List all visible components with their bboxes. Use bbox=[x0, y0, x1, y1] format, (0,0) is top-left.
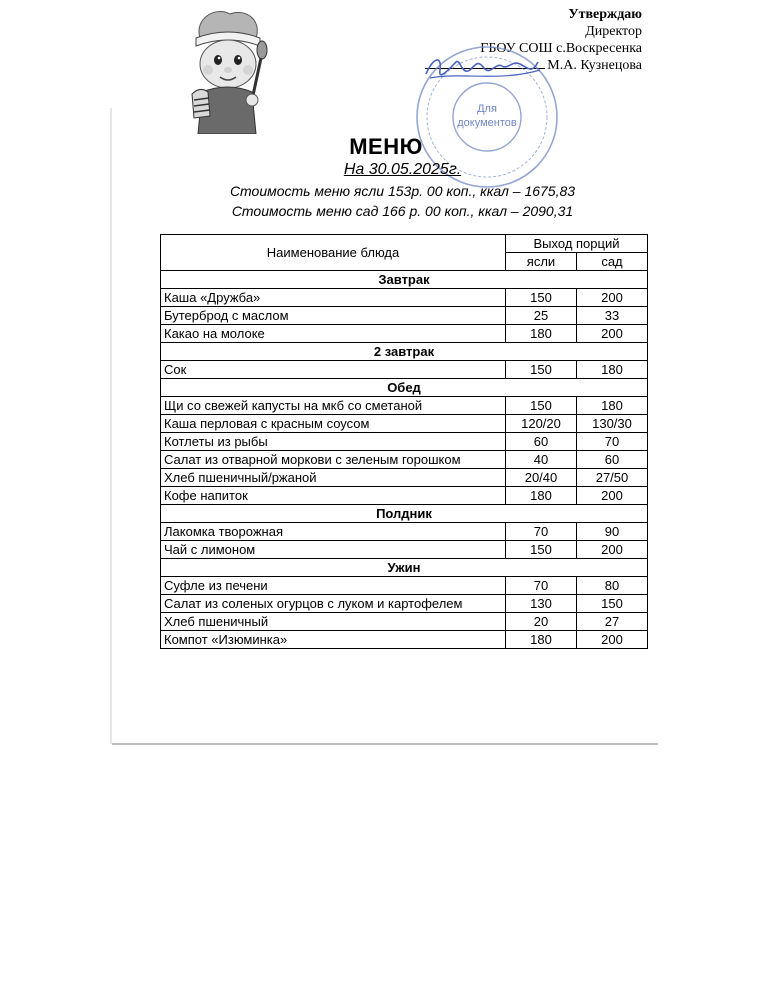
nursery-portion: 20 bbox=[506, 613, 577, 631]
garden-portion: 60 bbox=[577, 451, 648, 469]
section-title: Обед bbox=[161, 379, 648, 397]
garden-portion: 33 bbox=[577, 307, 648, 325]
approval-position: Директор bbox=[585, 24, 642, 39]
table-row bbox=[161, 289, 648, 307]
approval-director: М.А. Кузнецова bbox=[547, 58, 642, 73]
page-title: МЕНЮ bbox=[349, 134, 423, 159]
section-title: Полдник bbox=[161, 505, 648, 523]
table-row bbox=[161, 415, 648, 433]
table-row bbox=[161, 595, 648, 613]
table-row bbox=[161, 541, 648, 559]
dish-name: Котлеты из рыбы bbox=[161, 433, 506, 451]
nursery-portion: 70 bbox=[506, 523, 577, 541]
nursery-portion: 150 bbox=[506, 289, 577, 307]
table-row bbox=[161, 613, 648, 631]
dish-name: Какао на молоке bbox=[161, 325, 506, 343]
table-row bbox=[161, 631, 648, 649]
dish-name: Компот «Изюминка» bbox=[161, 631, 506, 649]
chef-mascot-icon bbox=[186, 8, 268, 134]
nursery-portion: 25 bbox=[506, 307, 577, 325]
table-row bbox=[161, 469, 648, 487]
page-bottom-edge bbox=[112, 743, 658, 745]
section-title: Завтрак bbox=[161, 271, 648, 289]
dish-name: Салат из соленых огурцов с луком и картофелем bbox=[161, 595, 506, 613]
table-header-row bbox=[161, 235, 648, 253]
menu-body bbox=[161, 271, 648, 649]
table-row bbox=[161, 397, 648, 415]
section-row bbox=[161, 271, 648, 289]
garden-portion: 180 bbox=[577, 361, 648, 379]
table-row bbox=[161, 433, 648, 451]
approval-heading: Утверждаю bbox=[568, 7, 642, 22]
stamp-text-line1: Для bbox=[477, 103, 497, 115]
dish-name: Хлеб пшеничный bbox=[161, 613, 506, 631]
table-row bbox=[161, 307, 648, 325]
garden-portion: 90 bbox=[577, 523, 648, 541]
table-row bbox=[161, 451, 648, 469]
section-title: Ужин bbox=[161, 559, 648, 577]
section-row bbox=[161, 379, 648, 397]
header-dish-name: Наименование блюда bbox=[161, 235, 506, 271]
dish-name: Суфле из печени bbox=[161, 577, 506, 595]
section-title: 2 завтрак bbox=[161, 343, 648, 361]
cost-garden: Стоимость меню сад 166 р. 00 коп., ккал – 2090,31 bbox=[231, 203, 574, 219]
dish-name: Сок bbox=[161, 361, 506, 379]
nursery-portion: 180 bbox=[506, 631, 577, 649]
nursery-portion: 120/20 bbox=[506, 415, 577, 433]
header-garden: сад bbox=[577, 253, 648, 271]
cost-nursery: Стоимость меню ясли 153р. 00 коп., ккал – 1675,83 bbox=[229, 183, 576, 199]
table-row bbox=[161, 523, 648, 541]
nursery-portion: 40 bbox=[506, 451, 577, 469]
dish-name: Салат из отварной моркови с зеленым горошком bbox=[161, 451, 506, 469]
garden-portion: 200 bbox=[577, 487, 648, 505]
garden-portion: 27 bbox=[577, 613, 648, 631]
garden-portion: 27/50 bbox=[577, 469, 648, 487]
nursery-portion: 70 bbox=[506, 577, 577, 595]
dish-name: Лакомка творожная bbox=[161, 523, 506, 541]
table-row bbox=[161, 577, 648, 595]
table-row bbox=[161, 487, 648, 505]
header-nursery: ясли bbox=[506, 253, 577, 271]
approval-organization: ГБОУ СОШ с.Воскресенка bbox=[480, 41, 642, 56]
garden-portion: 70 bbox=[577, 433, 648, 451]
nursery-portion: 150 bbox=[506, 361, 577, 379]
nursery-portion: 180 bbox=[506, 325, 577, 343]
garden-portion: 200 bbox=[577, 289, 648, 307]
garden-portion: 200 bbox=[577, 631, 648, 649]
section-row bbox=[161, 343, 648, 361]
garden-portion: 180 bbox=[577, 397, 648, 415]
dish-name: Бутерброд с маслом bbox=[161, 307, 506, 325]
menu-table bbox=[160, 234, 648, 649]
dish-name: Каша перловая с красным соусом bbox=[161, 415, 506, 433]
nursery-portion: 20/40 bbox=[506, 469, 577, 487]
stamp-text-line2: документов bbox=[457, 117, 517, 129]
garden-portion: 130/30 bbox=[577, 415, 648, 433]
section-row bbox=[161, 559, 648, 577]
dish-name: Щи со свежей капусты на мкб со сметаной bbox=[161, 397, 506, 415]
table-row bbox=[161, 325, 648, 343]
dish-name: Хлеб пшеничный/ржаной bbox=[161, 469, 506, 487]
dish-name: Каша «Дружба» bbox=[161, 289, 506, 307]
garden-portion: 150 bbox=[577, 595, 648, 613]
nursery-portion: 150 bbox=[506, 541, 577, 559]
table-row bbox=[161, 361, 648, 379]
nursery-portion: 130 bbox=[506, 595, 577, 613]
dish-name: Кофе напиток bbox=[161, 487, 506, 505]
menu-date: На 30.05.2025г. bbox=[343, 161, 462, 178]
garden-portion: 200 bbox=[577, 541, 648, 559]
header-output: Выход порций bbox=[506, 235, 648, 253]
nursery-portion: 150 bbox=[506, 397, 577, 415]
handwritten-signature-icon bbox=[420, 48, 545, 88]
garden-portion: 200 bbox=[577, 325, 648, 343]
section-row bbox=[161, 505, 648, 523]
nursery-portion: 60 bbox=[506, 433, 577, 451]
garden-portion: 80 bbox=[577, 577, 648, 595]
dish-name: Чай с лимоном bbox=[161, 541, 506, 559]
nursery-portion: 180 bbox=[506, 487, 577, 505]
